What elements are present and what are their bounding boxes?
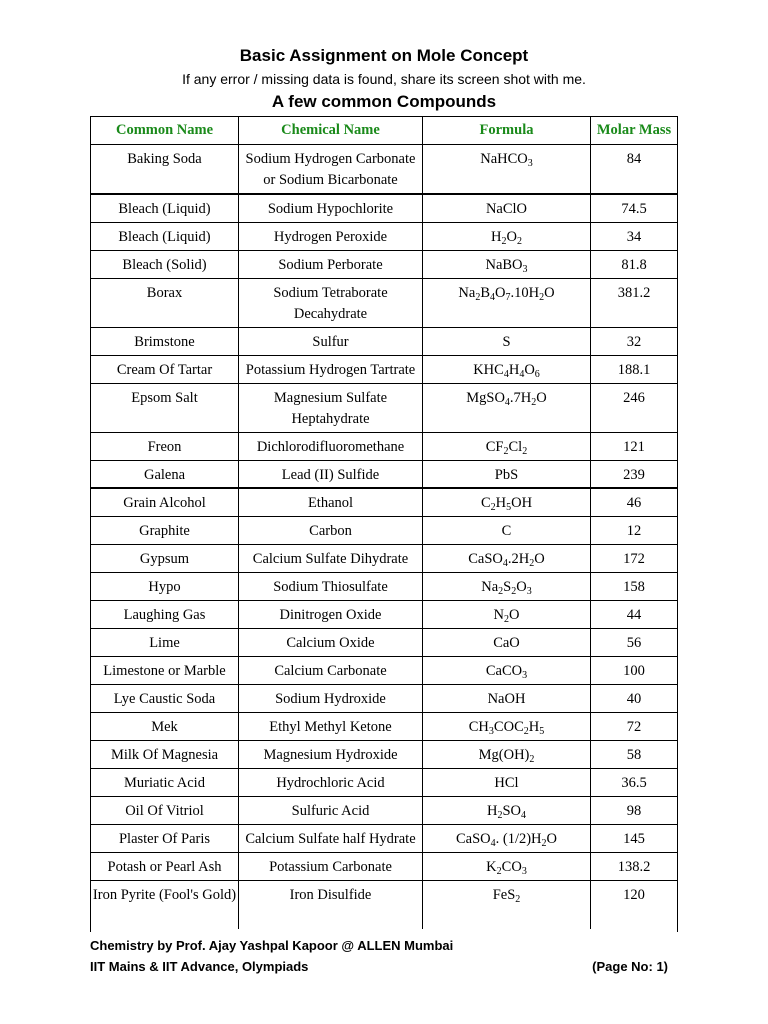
molar-mass-cell: 46 — [626, 495, 642, 511]
common-name-cell: Plaster Of Paris — [91, 825, 239, 852]
chemical-name-cell: Sodium Perborate — [239, 251, 423, 278]
molar-mass-cell: 84 — [626, 151, 642, 167]
formula-cell: FeS$_2$ — [423, 881, 591, 929]
chemical-name-cell: Carbon — [239, 517, 423, 544]
page-number: (Page No: 1) — [592, 959, 668, 974]
table-body — [91, 145, 677, 929]
table-row — [91, 629, 677, 657]
table-row — [91, 853, 677, 881]
chemical-name-cell: Sodium Hydrogen Carbonate or Sodium Bicarbonate — [239, 145, 423, 193]
common-name-cell: Iron Pyrite (Fool's Gold) — [91, 881, 239, 929]
formula-cell: $Mg(OH)_2$ — [423, 741, 591, 768]
common-name-cell: Potash or Pearl Ash — [91, 853, 239, 880]
molar-mass-cell: 74.5 — [621, 201, 647, 217]
molar-mass-cell: 239 — [623, 467, 645, 483]
table-row — [91, 433, 677, 461]
molar-mass-cell: 34 — [626, 229, 642, 245]
chemical-name-cell: Sodium Hypochlorite — [239, 195, 423, 222]
formula-cell: $CaSO_4.2H_2O$ — [423, 545, 591, 572]
chemical-name-cell: Magnesium Hydroxide — [239, 741, 423, 768]
common-name-cell: Baking Soda — [91, 145, 239, 193]
section-title: A few common Compounds — [271, 92, 497, 111]
chemical-name-cell: Calcium Sulfate Dihydrate — [239, 545, 423, 572]
molar-mass-cell: 381.2 — [617, 285, 651, 301]
common-name-cell: Borax — [91, 279, 239, 327]
formula-cell: C — [423, 517, 591, 544]
column-header-formula: Formula — [423, 117, 591, 144]
formula-cell: $CF_2Cl_2$ — [423, 433, 591, 460]
table-row — [91, 825, 677, 853]
table-row — [91, 601, 677, 629]
molar-mass-cell: 188.1 — [617, 362, 651, 378]
chemical-name-cell: Ethyl Methyl Ketone — [239, 713, 423, 740]
chemical-name-cell: Ethanol — [239, 489, 423, 516]
chemical-name-cell: Lead (II) Sulfide — [239, 461, 423, 487]
chemical-name-cell: Hydrogen Peroxide — [239, 223, 423, 250]
common-name-cell: Milk Of Magnesia — [91, 741, 239, 768]
formula-cell: NaHCO$_3$ — [423, 145, 591, 193]
common-name-cell: Mek — [91, 713, 239, 740]
common-name-cell: Bleach (Liquid) — [91, 223, 239, 250]
chemical-name-cell: Potassium Carbonate — [239, 853, 423, 880]
table-row — [91, 145, 677, 195]
table-row — [91, 251, 677, 279]
table-row — [91, 713, 677, 741]
table-header-row — [91, 117, 677, 145]
formula-cell: $KHC_4H_4O_6$ — [423, 356, 591, 383]
document-title: Basic Assignment on Mole Concept — [239, 46, 529, 65]
chemical-name-cell: Iron Disulfide — [239, 881, 423, 929]
footer-author: Chemistry by Prof. Ajay Yashpal Kapoor @ ALLEN Mumbai — [90, 938, 454, 953]
formula-cell: $C_2H_5OH$ — [423, 489, 591, 516]
chemical-name-cell: Sodium Thiosulfate — [239, 573, 423, 600]
chemical-name-cell: Dichlorodifluoromethane — [239, 433, 423, 460]
common-name-cell: Oil Of Vitriol — [91, 797, 239, 824]
chemical-name-cell: Sulfuric Acid — [239, 797, 423, 824]
formula-cell: NaBO$_3$ — [423, 251, 591, 278]
table-row — [91, 279, 677, 328]
common-name-cell: Laughing Gas — [91, 601, 239, 628]
table-row — [91, 573, 677, 601]
table-row — [91, 881, 677, 929]
common-name-cell: Galena — [91, 461, 239, 487]
molar-mass-cell: 44 — [626, 607, 642, 623]
formula-cell: HCl — [423, 769, 591, 796]
formula-cell: CaO — [423, 629, 591, 656]
common-name-cell: Graphite — [91, 517, 239, 544]
molar-mass-cell: 121 — [623, 439, 645, 455]
molar-mass-cell: 120 — [623, 887, 645, 903]
table-row — [91, 195, 677, 223]
molar-mass-cell: 246 — [623, 390, 645, 406]
common-name-cell: Brimstone — [91, 328, 239, 355]
formula-cell: PbS — [423, 461, 591, 487]
column-header-common-name: Common Name — [91, 117, 239, 144]
column-header-chemical-name: Chemical Name — [239, 117, 423, 144]
chemical-name-cell: Dinitrogen Oxide — [239, 601, 423, 628]
table-row — [91, 797, 677, 825]
chemical-name-cell: Sodium Hydroxide — [239, 685, 423, 712]
molar-mass-cell: 72 — [626, 719, 642, 735]
table-row — [91, 356, 677, 384]
molar-mass-cell: 58 — [626, 747, 642, 763]
table-row — [91, 328, 677, 356]
common-name-cell: Gypsum — [91, 545, 239, 572]
chemical-name-cell: Sulfur — [239, 328, 423, 355]
chemical-name-cell: Calcium Oxide — [239, 629, 423, 656]
molar-mass-cell: 98 — [626, 803, 642, 819]
molar-mass-cell: 56 — [626, 635, 642, 651]
molar-mass-cell: 158 — [623, 579, 645, 595]
table-row — [91, 741, 677, 769]
column-header-molar-mass: Molar Mass — [596, 122, 672, 138]
footer-courses: IIT Mains & IIT Advance, Olympiads — [90, 959, 309, 974]
formula-cell: NaOH — [423, 685, 591, 712]
molar-mass-cell: 40 — [626, 691, 642, 707]
molar-mass-cell: 12 — [626, 523, 642, 539]
table-row — [91, 685, 677, 713]
common-name-cell: Cream Of Tartar — [91, 356, 239, 383]
formula-cell: $CH_3COC_2H_5$ — [423, 713, 591, 740]
chemical-name-cell: Calcium Sulfate half Hydrate — [239, 825, 423, 852]
common-name-cell: Epsom Salt — [91, 384, 239, 432]
formula-cell: S — [423, 328, 591, 355]
common-name-cell: Grain Alcohol — [91, 489, 239, 516]
common-name-cell: Limestone or Marble — [91, 657, 239, 684]
formula-cell: $K_2CO_3$ — [423, 853, 591, 880]
common-name-cell: Bleach (Solid) — [91, 251, 239, 278]
formula-cell: CaCO$_3$ — [423, 657, 591, 684]
chemical-name-cell: Sodium Tetraborate Decahydrate — [239, 279, 423, 327]
common-name-cell: Bleach (Liquid) — [91, 195, 239, 222]
formula-cell: CaSO$_4$. $(1/2)H_2O$ — [423, 825, 591, 852]
table-row — [91, 517, 677, 545]
formula-cell: $N_2O$ — [423, 601, 591, 628]
table-row — [91, 769, 677, 797]
table-row — [91, 461, 677, 489]
table-row — [91, 489, 677, 517]
compounds-table — [90, 116, 678, 932]
formula-cell: $MgSO_4.7H_2O$ — [423, 384, 591, 432]
table-row — [91, 545, 677, 573]
molar-mass-cell: 81.8 — [621, 257, 647, 273]
chemical-name-cell: Magnesium Sulfate Heptahydrate — [239, 384, 423, 432]
table-row — [91, 223, 677, 251]
formula-cell: $H_2O_2$ — [423, 223, 591, 250]
table-row — [91, 384, 677, 433]
molar-mass-cell: 138.2 — [617, 859, 651, 875]
formula-cell: $H_2SO_4$ — [423, 797, 591, 824]
table-row — [91, 657, 677, 685]
formula-cell: $Na_2B_4O_7.10H_2O$ — [423, 279, 591, 327]
molar-mass-cell: 32 — [626, 334, 642, 350]
common-name-cell: Lye Caustic Soda — [91, 685, 239, 712]
molar-mass-cell: 100 — [623, 663, 645, 679]
molar-mass-cell: 172 — [623, 551, 645, 567]
chemical-name-cell: Calcium Carbonate — [239, 657, 423, 684]
molar-mass-cell: 145 — [623, 831, 645, 847]
common-name-cell: Lime — [91, 629, 239, 656]
common-name-cell: Hypo — [91, 573, 239, 600]
document-subtitle: If any error / missing data is found, share its screen shot with me. — [182, 71, 586, 87]
common-name-cell: Muriatic Acid — [91, 769, 239, 796]
formula-cell: $Na_2S_2O_3$ — [423, 573, 591, 600]
formula-cell: NaClO — [423, 195, 591, 222]
chemical-name-cell: Hydrochloric Acid — [239, 769, 423, 796]
chemical-name-cell: Potassium Hydrogen Tartrate — [239, 356, 423, 383]
molar-mass-cell: 36.5 — [621, 775, 647, 791]
common-name-cell: Freon — [91, 433, 239, 460]
